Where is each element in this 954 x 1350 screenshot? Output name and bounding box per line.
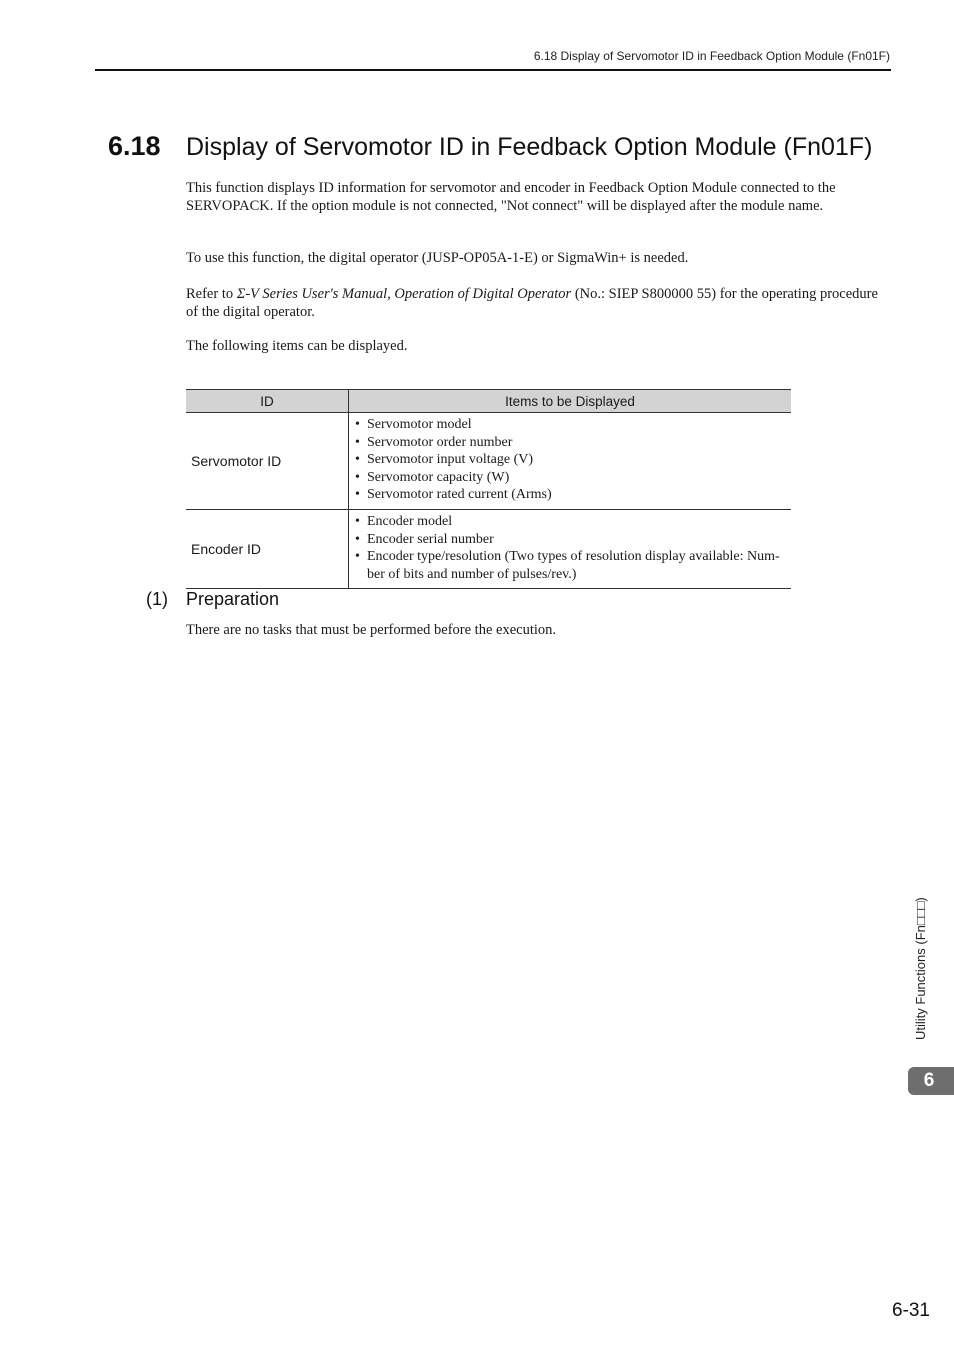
list-item: • Servomotor rated current (Arms) <box>355 486 791 504</box>
chapter-tab[interactable]: 6 <box>908 1067 954 1095</box>
reference-prefix: Refer to <box>186 286 237 302</box>
list-item: • Encoder model <box>355 513 791 531</box>
header-rule <box>95 69 891 71</box>
table-header-row <box>186 390 791 413</box>
display-items-table <box>186 389 791 589</box>
section-title: Display of Servomotor ID in Feedback Option Module (Fn01F) <box>186 133 873 161</box>
column-header-items: Items to be Displayed <box>349 390 792 413</box>
items-lead-paragraph: The following items can be displayed. <box>186 338 408 354</box>
encoder-items-list <box>349 510 791 588</box>
row-id-encoder: Encoder ID <box>186 509 349 588</box>
list-item: • Encoder type/resolution (Two types of resolution display available: Num-ber of bits and number of pulses/rev.) <box>355 548 791 583</box>
list-item: • Servomotor input voltage (V) <box>355 451 791 469</box>
list-item: • Servomotor capacity (W) <box>355 469 791 487</box>
preparation-paragraph: There are no tasks that must be performed before the execution. <box>186 622 557 638</box>
list-item: • Servomotor order number <box>355 434 791 452</box>
table-row <box>186 413 791 510</box>
row-items-encoder <box>349 509 792 588</box>
running-header: 6.18 Display of Servomotor ID in Feedback Option Module (Fn01F) <box>533 49 890 63</box>
list-item: • Servomotor model <box>355 416 791 434</box>
manual-title: Σ-V Series User's Manual, Operation of Digital Operator <box>236 286 572 302</box>
reference-suffix: (No.: SIEP S800000 55) for the operating procedure of the digital operator. <box>186 286 878 320</box>
subsection-title: Preparation <box>186 589 280 609</box>
subsection-number: (1) <box>146 589 168 609</box>
column-header-id: ID <box>186 390 349 413</box>
requirement-paragraph: To use this function, the digital operator (JUSP-OP05A-1-E) or SigmaWin+ is needed. <box>186 250 689 266</box>
servomotor-items-list <box>349 413 791 509</box>
reference-paragraph <box>186 285 886 321</box>
page-number: 6-31 <box>891 1300 930 1321</box>
intro-paragraph: This function displays ID information for servomotor and encoder in Feedback Option Module connected to the SERVOPACK. If the option module is not connected, "Not connect" will be displayed after the module name. <box>186 180 836 214</box>
row-items-servomotor <box>349 413 792 510</box>
table-row <box>186 509 791 588</box>
row-id-servomotor: Servomotor ID <box>186 413 349 510</box>
list-item: • Encoder serial number <box>355 531 791 549</box>
chapter-side-label: Utility Functions (Fn□□□) <box>913 897 928 1040</box>
section-number: 6.18 <box>108 131 161 161</box>
